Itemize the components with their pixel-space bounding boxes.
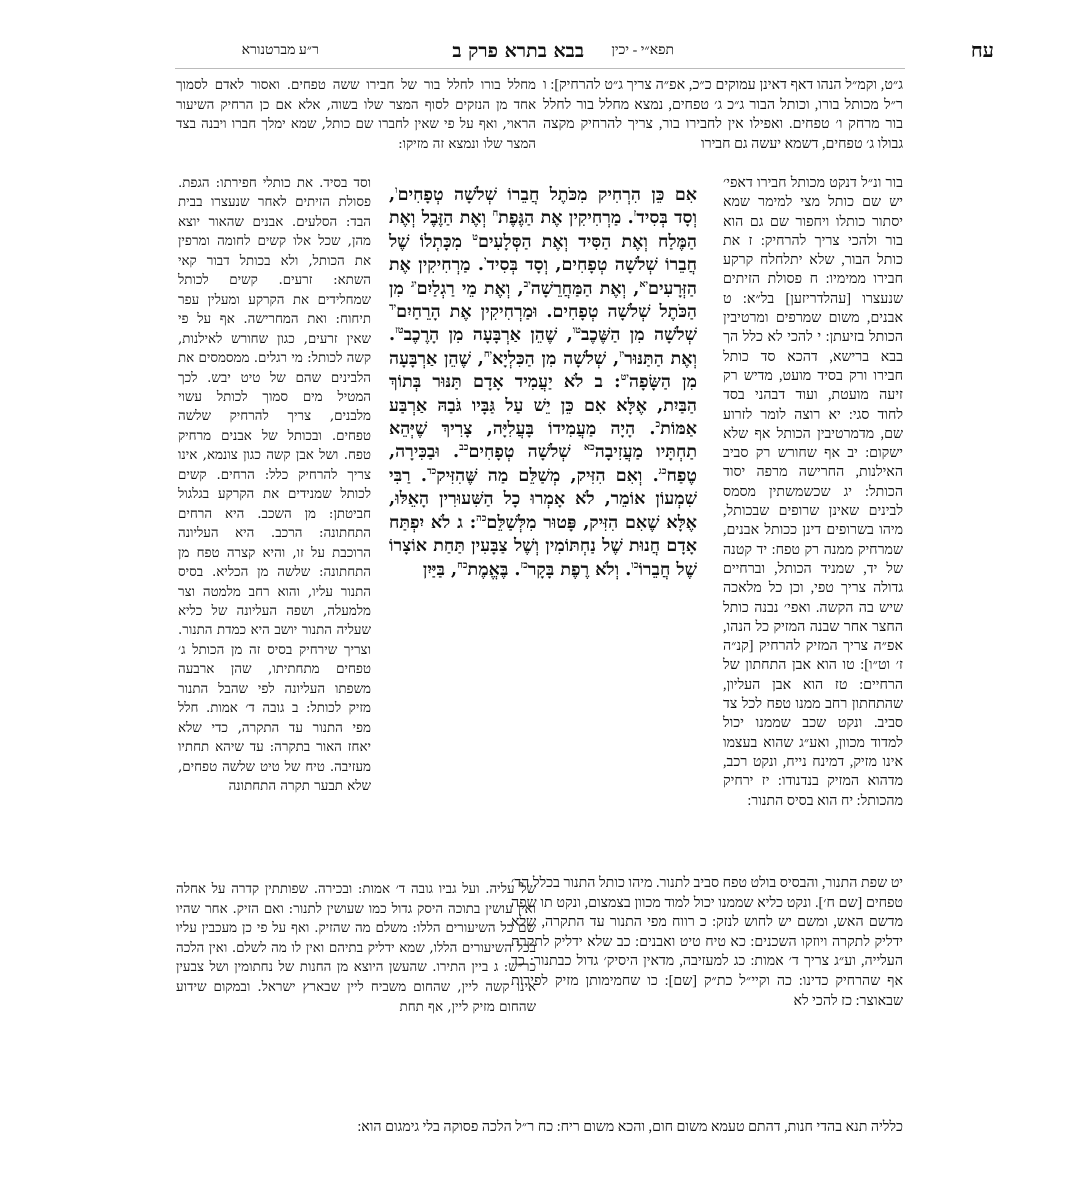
footnote-marker: כח xyxy=(457,559,468,571)
mishnah-segment: , שֶׁהֵן אַרְבָּעָה מִן הַשָּׂפָה xyxy=(389,348,697,393)
mishnah-text xyxy=(389,184,697,582)
mishnah-segment: : ב לֹא יַעֲמִיד אָדָם תַּנּוּר בְּתוֹךְ הַבַּיִת, אֶלָּא אִם כֵּן יֵשׁ עַל גַּבָּיו גֹּבַהּ אַרְבַּע אַמּוֹת xyxy=(389,372,697,440)
mishnah-segment: מִן הַכֹּתֶל שְׁלֹשָׁה טְפָחִים. וּמַרְחִיקִין אֶת הָרֵחַיִם xyxy=(389,278,697,323)
footnote-marker: י xyxy=(483,255,487,267)
mishnah-segment: . וְאִם הִזִּיק, מְשַׁלֵּם מַה שֶּׁהִזִּיק xyxy=(436,465,659,486)
commentary-label: ר״ע מברטנורא xyxy=(241,43,319,58)
footnote-marker: כז xyxy=(520,559,528,571)
footnote-marker: טו xyxy=(572,325,581,337)
left-commentary-top: מחלל בורו לחלל בור של חבירו ששה טפחים. ואסור לאדם לסמוך אחד מן הנזקים לסוף המצר שלו בשוה, אלא אם כן הרחיק השיעור הראוי, ואף על פי שאין לחברו שם כותל, שמא ימלך חברו ויבנה בצד המצר שלו ונמצא זה מזיקו: xyxy=(176,78,536,152)
footnote-marker: כד xyxy=(426,466,437,478)
mishnah-segment: , וְאֶת מֵי רַגְלַיִם xyxy=(416,278,524,299)
footnote-marker: יא xyxy=(639,278,649,290)
footnote-marker: ו xyxy=(395,185,398,197)
tractate-chapter-title: בבא בתרא פרק ב xyxy=(452,40,584,62)
mishnah-segment: : ג לֹא יִפְתַּח אָדָם חֲנוּת שֶׁל נַחְתּוֹמִין וְשֶׁל צַבָּעִין תַּחַת אוֹצָרוֹ שֶׁל חֲבֵרוֹ xyxy=(389,512,697,580)
footnote-marker: יז xyxy=(619,349,625,361)
mishnah-segment: . הָיָה מַעֲמִידוֹ בָּעֲלִיָּה, צָרִיךְ שֶׁיְּהֵא תַחְתָּיו מַעֲזִיבָה xyxy=(389,419,697,463)
footnote-marker: כב xyxy=(459,442,469,454)
mishnah-segment: , שֶׁהֵן אַרְבָּעָה מִן הָרֶכֶב xyxy=(403,325,573,346)
header-divider xyxy=(175,68,905,69)
mishnah-segment: . מַרְחִיקִין אֶת הַזְּרָעִים xyxy=(389,255,697,299)
footnote-marker: טז xyxy=(395,325,404,337)
mishnah-segment: מִכָּתְלוֹ שֶׁל חֲבֵרוֹ שְׁלֹשָׁה טְפָחִים, וְסָד בְּסִיד xyxy=(389,231,697,276)
footnote-marker: כה xyxy=(476,512,487,524)
footnote-marker: יב xyxy=(523,278,531,290)
left-commentary-side: וסד בסיד. את כותלי חפירתו: הגפת. פסולת הזיתים לאחר שנעצרו בבית הבד: הסלעים. אבנים שהאור יוצא מהן, שכל אלו קשים לחומה ומרפין את הכותל, ולא בכותל דבור קאי השתא: זרעים. קשים לכותל שמחלידים את הקרקע ומעלין עפר תיחוח: ואת המחרישה. אף על פי שאין זרעים, כגון שחורש לאילנות, קשה לכותל: מי רגלים. ממסמסים את הלבינים שהם של טיט יבש. לכך המטיל מים סמוך לכותל עשוי מלבנים, צריך להרחיק שלשה טפחים. ובכותל של אבנים מרחיק טפח. ושל אבן קשה כגון צונמא, אינו צריך להרחיק כלל: הרחים. קשים לכותל שמנידים את הקרקע בגלגול חביטתן: מן השכב. היא הרחים התחתונה: הרכב. היא העליונה הרוכבת על זו, והיא קצרה טפח מן התחתונה: שלשה מן הכליא. בסיס התנור עליו, והוא רחב מלמטה וצר מלמעלה, ושפה העליונה של כליא שעליה התנור יושב היא כמדת התנור. וצריך שירחיק בסיס זה מן הכותל ג׳ טפחים מתחתיתו, שהן ארבעה משפתו העליונה לפי שהבל התנור מזיק לכותל: ב גובה ד׳ אמות. חלל מפי התנור עד התקרה, כדי שלא יאחז האור בתקרה: עד שיהא תחתיו מעזיבה. טיח של טיט שלשה טפחים, שלא תבער תקרה התחתונה xyxy=(178,176,371,795)
bartenura-commentary-top: ג״ט, וקמ״ל הנהו דאף דאינן עמוקים כ״כ, אפ״ה צריך ג״ט להרחיק]: ו ר״ל מכותל בורו, וכותל הבור ג״כ ג׳ טפחים, נמצא מחלל בור לחלל בור מרחק ו׳ טפחים. ואפילו אין לחבירו בור, צריך להרחיק מקצה גבולו ג׳ טפחים, דשמא יעשה גם חבירו xyxy=(543,77,903,152)
bartenura-commentary-side: בור ונ״ל דנקט מכותל חבירו דאפי׳ יש שם כותל מצי למימר שמא יסתור כותלו ויחפור שם גם הוא בור ולהכי צריך להרחיק: ז את כותל הבור, שלא יתלחלח קרקע חבירו ממימיו: ח פסולת הזיתים שנעצרו [עהלדריזען] בל״א: ט אבנים, משום שמרפים ומרטיבין הכותל בזיעתן: י להכי לא כלל הך בבא ברישא, דהכא סד כותל חבירו ורק בסיד מועט, מדיש רק זיעה מועטת, ועוד דבהני בסד לחוד סגי: יא רוצה לומר לזרוע שם, מדמרטיבין הכותל אף שלא ישקום: יב אף שחורש רק סביב האילנות, החרישה מרפה יסוד הכותל: יג שכשמשתין מסמס לבינים שאינן שרופים שבכותל, מיהו בשרופים דינן ככותל אבנים, שמרחיק ממנה רק טפח: יד קטנה של יד, שמניד הכותל, וברחיים גדולה צריך טפי, וכן כל מלאכה שיש בה הקשה. ואפי׳ נבנה כותל החצר אחר שבנה המזיק כל הנהו, אפ״ה צריך המזיק להרחיק [קנ״ה ז׳ וט״ו]: טו הוא אבן התחתון של הרחיים: טז הוא אבן העליון, שהתחתון רחב ממנו טפח לכל צד סביב. ונקט שכב שממנו יכול למדוד מכוון, ואע״ג שהוא בעצמו אינו מזיק, דמינח נייח, ונקט רכב, מדהוא המזיק בנדנודו: יז ירחיק מהכותל: יח הוא בסיס התנור: xyxy=(723,175,903,809)
footnote-marker: ט xyxy=(472,231,478,243)
bartenura-commentary-footer: כלליה תנא בהדי חנות, דהתם טעמא משום חום, והכא משום ריח: כח ר״ל הלכה פסוקה בלי גימגום הוא: xyxy=(357,1119,903,1135)
mishnah-segment: שְׁלֹשָׁה טְפָחִים xyxy=(468,442,584,463)
mishnah-segment: , שְׁלֹשָׁה מִן הַכִּלְיָא xyxy=(492,348,620,369)
mishnah-segment: . וְלֹא רֶפֶת בָּקָר xyxy=(527,559,632,580)
footnote-marker: יג xyxy=(410,278,417,290)
bartenura-commentary-bottom: יט שפת התנור, והבסיס בולט טפח סביב לתנור. מיהו כותל התנור בכלל הד׳ טפחים [שם ח׳]. ונקט כליא שממנו יכול למוד מכוון בצמצום, ונקט תו שפה מדשם האש, ומשם יש לחוש לנזק: כ רווח מפי התנור עד התקרה, שלא ידליק לתקרה ויוזקו השכנים: כא טיח טיט ואבנים: כב שלא ידליק לתקרת העלייה, וע״ג צריך ד׳ אמות: כג למעזיבה, מדאין היסיק׳ גדול כבתנור: כד אף שהרחיק כדינו: כה וקיי״ל כת״ק [שם]: כו שחמימותן מזיק לפירות שבאוצר: כז להכי לא xyxy=(511,875,903,1009)
mishnah-segment: וְאֶת הַזֶּבֶל וְאֶת הַמֶּלַח וְאֶת הַסִּיד וְאֶת הַסְּלָעִים xyxy=(389,208,697,252)
footnote-marker: כא xyxy=(583,442,595,454)
mishnah-segment: . מַרְחִיקִין אֶת הַגֶּפֶת xyxy=(498,208,634,229)
mishnah-segment: אִם כֵּן הִרְחִיק מִכֹּתֶל חֲבֵרוֹ שְׁלֹשָׁה טְפָחִים xyxy=(397,185,697,205)
verse-range: תפא״י - יכין xyxy=(611,43,674,58)
mishnah-segment: , וְסָד בְּסִיד xyxy=(389,185,697,229)
page-number: עח xyxy=(970,38,994,62)
mishnah-segment: . רַבִּי שִׁמְעוֹן אוֹמֵר, לֹא אָמְרוּ כָל הַשִּׁעוּרִין הָאֵלּוּ, אֶלָּא שֶׁאִם הִזִּיק, פָּטוּר מִלְּשַׁלֵּם xyxy=(389,465,697,533)
footnote-marker: ז xyxy=(633,208,637,220)
footnote-marker: יח xyxy=(483,349,493,361)
footnote-marker: כ xyxy=(655,419,661,431)
left-commentary-bottom: של עליה. ועל גביו גובה ד׳ אמות: ובכירה. שפותתין קדרה על אחלה ואין עושין בתוכה היסק גדול כמו שעושין לתנור: ואם הזיק. אחר שהיו שם כל השיעורים הללו: משלם מה שהזיק. ואף על פי כן מעכבין עליו בכל השיעורים הללו, שמא ידליק בתיהם ואין לו מה לשלם. ואין הלכה כר״ש: ג ביין התירו. שהעשן היוצא מן החנות של נחתומין ושל צבעין אינו קשה ליין, שהחום משביח ליין שבארץ ישראל. ובמקום שידוע שהחום מזיק ליין, אף תחת xyxy=(176,882,536,1015)
mishnah-segment: . וּבַכִּירָה, טֶפַח xyxy=(389,442,697,486)
mishnah-segment: שְׁלֹשָׁה מִן הַשֶּׁכֶב xyxy=(580,325,697,346)
footnote-marker: ח xyxy=(492,208,499,220)
footnote-marker: יד xyxy=(389,302,397,314)
mishnah-segment: , בַּיַּיִן xyxy=(422,559,458,580)
footnote-marker: יט xyxy=(620,372,629,384)
footnote-marker: כו xyxy=(631,559,639,571)
mishnah-segment: . וְאֶת הַתַּנּוּר xyxy=(389,325,697,369)
mishnah-segment: , וְאֶת הַמַּחֲרֵשָׁה xyxy=(530,278,640,299)
mishnah-segment: . בֶּאֱמֶת xyxy=(467,559,521,580)
footnote-marker: כג xyxy=(658,466,667,478)
